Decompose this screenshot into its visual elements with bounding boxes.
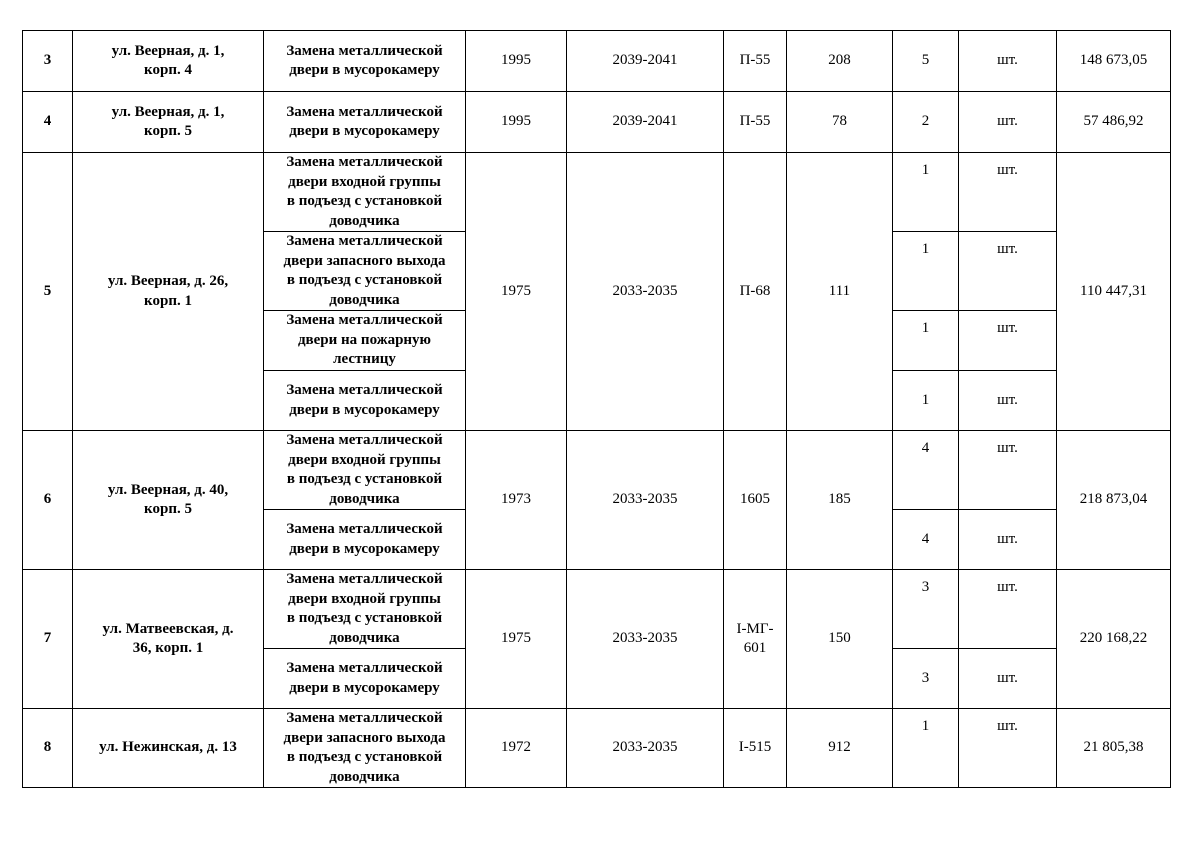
address-cell <box>73 709 264 788</box>
text-line: Замена металлической <box>286 382 443 398</box>
quantity: 3 <box>893 649 959 709</box>
text-line: двери в мусорокамеру <box>289 540 440 557</box>
cost: 57 486,92 <box>1057 92 1171 153</box>
unit: шт. <box>959 31 1057 92</box>
text-line: Замена металлической <box>286 103 443 120</box>
text-line: П-55 <box>739 113 771 130</box>
text-line: в подъезд с установкой <box>286 749 443 765</box>
table-row <box>23 570 1171 649</box>
text-line: корп. 5 <box>144 501 192 517</box>
text-line: Замена металлической <box>286 432 443 448</box>
text-line: ул. Веерная, д. 40, <box>107 481 229 498</box>
text-line: в подъезд с установкой <box>286 272 443 288</box>
unit: шт. <box>959 92 1057 153</box>
text-line: корп. 4 <box>144 62 192 78</box>
work-description <box>264 31 466 92</box>
address-cell <box>73 153 264 431</box>
construction-year: 1975 <box>466 570 567 709</box>
text-line: П-55 <box>739 52 771 69</box>
text-line: доводчика <box>329 768 400 785</box>
text-line: 36, корп. 1 <box>132 640 204 656</box>
unit: шт. <box>959 570 1057 649</box>
quantity: 1 <box>893 153 959 232</box>
repair-period: 2039-2041 <box>567 31 724 92</box>
text-line: ул. Веерная, д. 26, <box>107 273 229 289</box>
work-description <box>264 510 466 570</box>
unit: шт. <box>959 649 1057 709</box>
row-number: 6 <box>23 431 73 570</box>
unit: шт. <box>959 371 1057 431</box>
text-line: I-МГ- <box>736 620 774 637</box>
text-line: двери в мусорокамеру <box>289 401 440 418</box>
table-row <box>23 709 1171 788</box>
work-description <box>264 570 466 649</box>
text-line: ул. Веерная, д. 1, <box>111 103 225 120</box>
work-description <box>264 232 466 311</box>
unit: шт. <box>959 431 1057 510</box>
repair-period: 2033-2035 <box>567 570 724 709</box>
row-number: 5 <box>23 153 73 431</box>
text-line: ул. Матвеевская, д. <box>102 620 234 637</box>
text-line: Замена металлической <box>286 571 443 587</box>
text-line: Замена металлической <box>286 710 443 726</box>
cost: 220 168,22 <box>1057 570 1171 709</box>
text-line: Замена металлической <box>286 42 443 59</box>
building-series <box>724 31 787 92</box>
text-line: Замена металлической <box>286 154 443 170</box>
unit: шт. <box>959 311 1057 371</box>
construction-year: 1995 <box>466 92 567 153</box>
address-cell <box>73 570 264 709</box>
repair-period: 2033-2035 <box>567 431 724 570</box>
work-description <box>264 431 466 510</box>
unit: шт. <box>959 232 1057 311</box>
quantity: 4 <box>893 510 959 570</box>
quantity: 4 <box>893 431 959 510</box>
building-series <box>724 92 787 153</box>
work-description <box>264 709 466 788</box>
text-line: двери входной группы <box>288 590 441 607</box>
unit: шт. <box>959 709 1057 788</box>
repair-period: 2039-2041 <box>567 92 724 153</box>
row-number: 7 <box>23 570 73 709</box>
text-line: лестницу <box>333 351 396 368</box>
text-line: доводчика <box>329 490 400 507</box>
text-line: корп. 1 <box>144 292 192 309</box>
work-description <box>264 311 466 371</box>
quantity: 2 <box>893 92 959 153</box>
construction-year: 1995 <box>466 31 567 92</box>
building-series <box>724 431 787 570</box>
quantity: 5 <box>893 31 959 92</box>
apartment-count: 912 <box>787 709 893 788</box>
text-line: Замена металлической <box>286 233 443 249</box>
text-line: 1605 <box>740 491 770 508</box>
row-number: 8 <box>23 709 73 788</box>
work-description <box>264 92 466 153</box>
apartment-count: 150 <box>787 570 893 709</box>
text-line: в подъезд с установкой <box>286 471 443 487</box>
table-row <box>23 431 1171 510</box>
text-line: ул. Веерная, д. 1, <box>111 42 225 59</box>
text-line: в подъезд с установкой <box>286 193 443 209</box>
text-line: доводчика <box>329 212 400 229</box>
row-number: 4 <box>23 92 73 153</box>
cost: 110 447,31 <box>1057 153 1171 431</box>
table-row <box>23 31 1171 92</box>
quantity: 1 <box>893 709 959 788</box>
text-line: двери входной группы <box>288 173 441 190</box>
repair-period: 2033-2035 <box>567 153 724 431</box>
cost: 148 673,05 <box>1057 31 1171 92</box>
text-line: двери запасного выхода <box>283 252 446 269</box>
repair-works-table <box>22 30 1171 788</box>
quantity: 1 <box>893 311 959 371</box>
address-cell <box>73 92 264 153</box>
apartment-count: 208 <box>787 31 893 92</box>
apartment-count: 78 <box>787 92 893 153</box>
text-line: Замена металлической <box>286 660 443 676</box>
text-line: П-68 <box>739 282 771 299</box>
building-series <box>724 153 787 431</box>
text-line: I-515 <box>738 739 772 756</box>
text-line: двери в мусорокамеру <box>289 62 440 78</box>
table-row <box>23 92 1171 153</box>
work-description <box>264 153 466 232</box>
table-row <box>23 153 1171 232</box>
row-number: 3 <box>23 31 73 92</box>
quantity: 3 <box>893 570 959 649</box>
address-cell <box>73 31 264 92</box>
construction-year: 1972 <box>466 709 567 788</box>
apartment-count: 111 <box>787 153 893 431</box>
text-line: ул. Нежинская, д. 13 <box>99 739 237 756</box>
text-line: в подъезд с установкой <box>286 610 443 626</box>
unit: шт. <box>959 510 1057 570</box>
text-line: двери запасного выхода <box>283 729 446 746</box>
construction-year: 1975 <box>466 153 567 431</box>
quantity: 1 <box>893 232 959 311</box>
text-line: Замена металлической <box>286 521 443 537</box>
cost: 21 805,38 <box>1057 709 1171 788</box>
repair-period: 2033-2035 <box>567 709 724 788</box>
text-line: Замена металлической <box>286 312 443 329</box>
text-line: доводчика <box>329 291 400 308</box>
quantity: 1 <box>893 371 959 431</box>
building-series <box>724 570 787 709</box>
text-line: двери в мусорокамеру <box>289 123 440 139</box>
text-line: корп. 5 <box>144 123 192 139</box>
unit: шт. <box>959 153 1057 232</box>
text-line: двери входной группы <box>288 451 441 468</box>
text-line: 601 <box>743 640 767 656</box>
construction-year: 1973 <box>466 431 567 570</box>
address-cell <box>73 431 264 570</box>
text-line: двери на пожарную <box>297 331 432 348</box>
text-line: двери в мусорокамеру <box>289 679 440 696</box>
work-description <box>264 649 466 709</box>
cost: 218 873,04 <box>1057 431 1171 570</box>
text-line: доводчика <box>329 629 400 646</box>
building-series <box>724 709 787 788</box>
work-description <box>264 371 466 431</box>
apartment-count: 185 <box>787 431 893 570</box>
